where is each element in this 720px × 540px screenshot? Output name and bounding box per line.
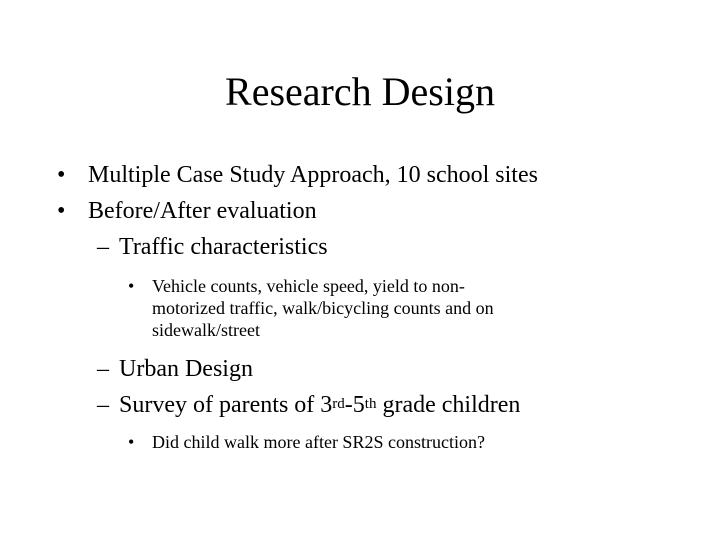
bullet-text: Did child walk more after SR2S construction? [152,432,485,452]
survey-text-suffix: grade children [376,392,521,418]
bullet-text-line-3: sidewalk/street [152,320,260,340]
bullet-marker: • [57,198,66,224]
survey-text-mid: -5 [344,392,365,418]
bullet-text: Multiple Case Study Approach, 10 school sites [88,162,538,188]
dash-marker: – [97,356,109,382]
ordinal-rd: rd [332,396,345,412]
dash-marker: – [97,392,109,418]
bullet-text-line-2: motorized traffic, walk/bicycling counts and on [152,298,494,318]
bullet-marker: • [128,276,135,296]
slide-title: Research Design [225,69,495,114]
ordinal-th: th [364,396,377,412]
bullet-text [119,392,520,419]
survey-text-prefix: Survey of parents of 3 [119,392,333,418]
bullet-text: Before/After evaluation [88,198,317,224]
bullet-text: Traffic characteristics [119,234,328,260]
bullet-marker: • [57,162,66,188]
bullet-text-line-1: Vehicle counts, vehicle speed, yield to non- [152,276,465,296]
bullet-marker: • [128,432,135,452]
dash-marker: – [97,234,109,260]
bullet-text: Urban Design [119,356,253,382]
